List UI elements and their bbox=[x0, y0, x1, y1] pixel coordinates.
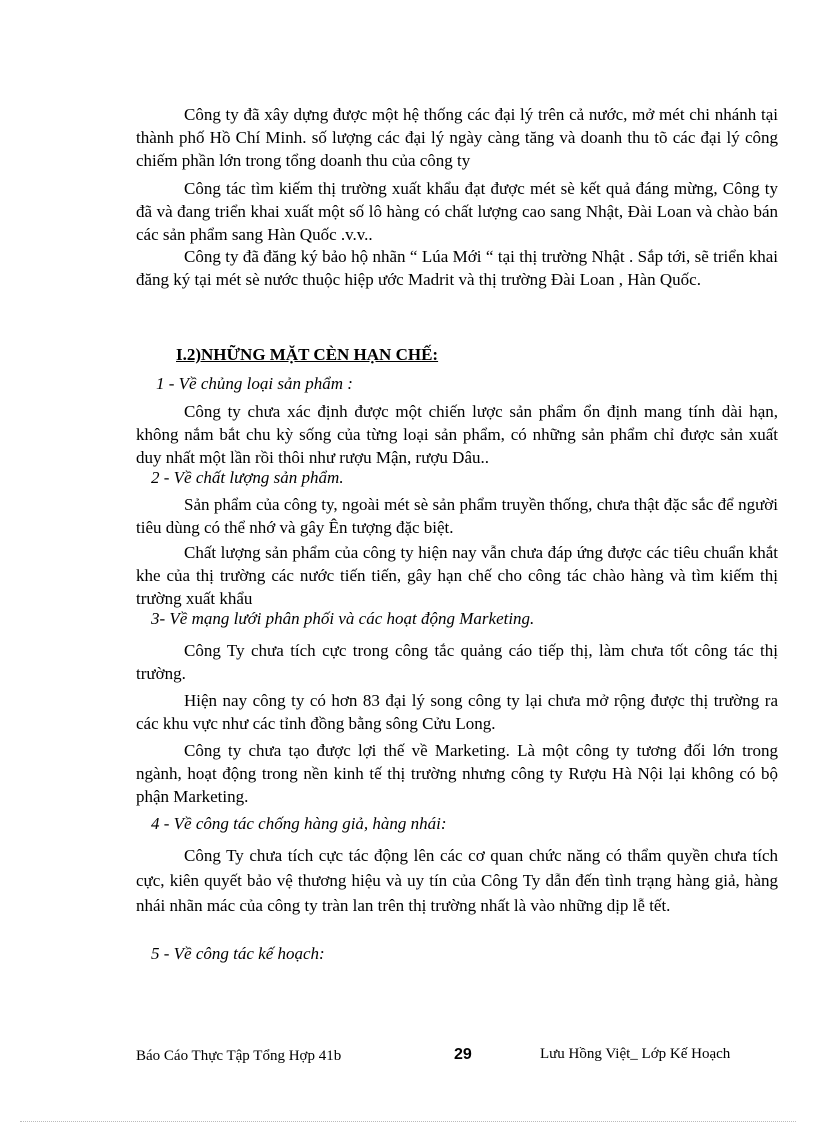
paragraph-product-strategy: Công ty chưa xác định được một chiến lược sản phẩm ổn định mang tính dài hạn, không nắm bắt chu kỳ sống của từng loại sản phẩm, có những sản phẩm chỉ được sản xuất duy nhất một lần rồi thôi như rượu Mận, rượu Dâu.. bbox=[136, 402, 778, 467]
page-number: 29 bbox=[454, 1046, 472, 1063]
paragraph-quality-2: Chất lượng sản phẩm của công ty hiện nay vẫn chưa đáp ứng được các tiêu chuẩn khắt khe của thị trường các nước tiến tiến, gây hạn chế cho công tác chào hàng và tìm kiếm thị trường xuất khẩu bbox=[136, 543, 778, 608]
subheading-planning: 5 - Về công tác kế hoạch: bbox=[151, 944, 325, 963]
paragraph-marketing-2: Hiện nay công ty có hơn 83 đại lý song công ty lại chưa mở rộng được thị trường ra các khu vực như các tỉnh đồng bằng sông Cửu Long. bbox=[136, 691, 778, 733]
paragraph-marketing-1: Công Ty chưa tích cực trong công tắc quảng cáo tiếp thị, làm chưa tốt công tác thị trường. bbox=[136, 641, 778, 683]
paragraph-export: Công tác tìm kiếm thị trường xuất khẩu đạt được mét sè kết quả đáng mừng, Công ty đã và đang triển khai xuất một số lô hàng có chất lượng cao sang Nhật, Đài Loan và chào bán các sản phẩm sang Hàn Quốc .v.v.. bbox=[136, 179, 778, 244]
paragraph-agents: Công ty đã xây dựng được một hệ thống các đại lý trên cả nước, mở mét chi nhánh tại thành phố Hồ Chí Minh. số lượng các đại lý ngày càng tăng và doanh thu tõ các đại lý công chiếm phần lớn trong tổng doanh thu của công ty bbox=[136, 105, 778, 170]
subheading-product-types: 1 - Về chủng loại sản phẩm : bbox=[156, 374, 353, 393]
paragraph-trademark: Công ty đã đăng ký bảo hộ nhãn “ Lúa Mới “ tại thị trường Nhật . Sắp tới, sẽ triển khai đăng ký tại mét sè nước thuộc hiệp ước Madrit và thị trường Đài Loan , Hàn Quốc. bbox=[136, 247, 778, 289]
footer-report-title: Báo Cáo Thực Tập Tổng Hợp 41b bbox=[136, 1048, 342, 1064]
subheading-counterfeit: 4 - Về công tác chống hàng giả, hàng nhái: bbox=[151, 814, 447, 833]
footer-author: Lưu Hồng Việt_ Lớp Kế Hoạch bbox=[540, 1046, 731, 1062]
page-bottom-divider bbox=[20, 1121, 796, 1122]
paragraph-marketing-3: Công ty chưa tạo được lợi thế về Marketing. Là một công ty tương đối lớn trong ngành, hoạt động trong nền kinh tế thị trường nhưng công ty Rượu Hà Nội lại không có bộ phận Marketing. bbox=[136, 741, 778, 806]
paragraph-counterfeit: Công Ty chưa tích cực tác động lên các cơ quan chức năng có thẩm quyền chưa tích cực, kiên quyết bảo vệ thương hiệu và uy tín của Công Ty dẫn đến tình trạng hàng giả, hàng nhái nhãn mác của công ty tràn lan trên thị trường nhất là vào những dịp lễ tết. bbox=[136, 846, 778, 915]
subheading-distribution-marketing: 3- Về mạng lưới phân phối và các hoạt động Marketing. bbox=[151, 609, 535, 628]
subheading-product-quality: 2 - Về chất lượng sản phẩm. bbox=[151, 468, 344, 487]
section-heading: I.2)NHỮNG MẶT CÈN HẠN CHẾ: bbox=[176, 345, 439, 364]
paragraph-quality-1: Sản phẩm của công ty, ngoài mét sè sản phẩm truyền thống, chưa thật đặc sắc để người tiêu dùng có thể nhớ và gây Ên tượng đặc biệt. bbox=[136, 495, 778, 537]
